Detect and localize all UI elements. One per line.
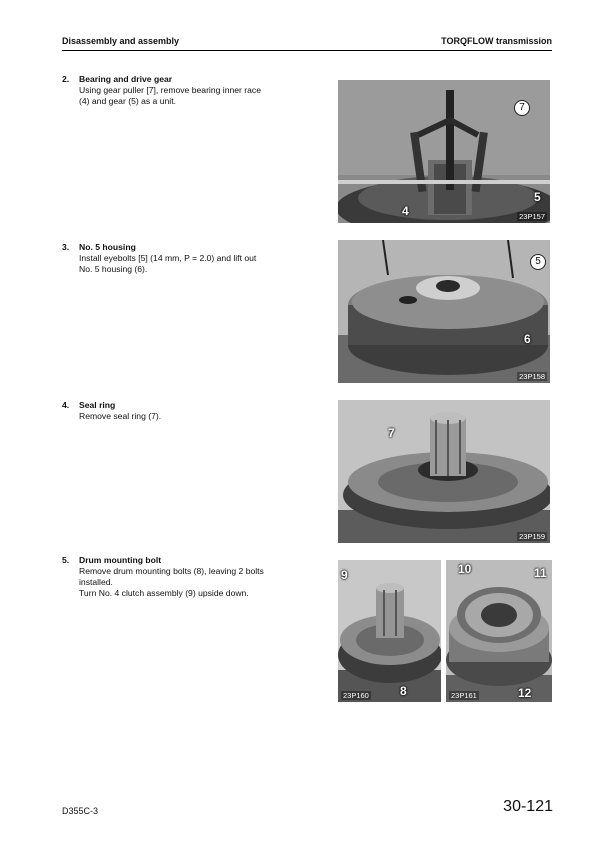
- photo-drum-bolts: [338, 560, 441, 702]
- callout-label: 6: [524, 332, 531, 346]
- callout-label: 9: [341, 568, 348, 582]
- figure-code: 23P157: [519, 212, 545, 221]
- photo-gear-puller: [338, 80, 550, 223]
- step-title: No. 5 housing: [79, 242, 136, 252]
- photo-clutch-upside-down: [446, 560, 552, 702]
- step-text-line: Using gear puller [7], remove bearing inner race: [79, 85, 261, 95]
- step-title: Drum mounting bolt: [79, 555, 162, 565]
- step-text-line: Turn No. 4 clutch assembly (9) upside down.: [79, 588, 249, 598]
- step-text-line: installed.: [79, 577, 113, 587]
- photo-seal-ring: [338, 400, 550, 543]
- step-title: Bearing and drive gear: [79, 74, 173, 84]
- figure-code: 23P161: [451, 691, 477, 700]
- footer-model: D355C-3: [62, 806, 99, 816]
- step-body: [79, 253, 304, 275]
- callout-label: 10: [458, 562, 472, 576]
- step-number: 4.: [62, 400, 70, 410]
- step-body: [79, 566, 304, 599]
- step-text-line: (4) and gear (5) as a unit.: [79, 96, 176, 106]
- callout-label: 12: [518, 686, 532, 700]
- figure-code: 23P160: [343, 691, 369, 700]
- step-title: Seal ring: [79, 400, 116, 410]
- callout-label: 5: [534, 190, 541, 204]
- header-chapter-title: TORQFLOW transmission: [441, 36, 552, 46]
- header-section-title: Disassembly and assembly: [62, 36, 180, 46]
- figure-code: 23P158: [519, 372, 545, 381]
- step-text-line: No. 5 housing (6).: [79, 264, 148, 274]
- photo-housing-lift: [338, 240, 550, 383]
- step-text-line: Remove seal ring (7).: [79, 411, 162, 421]
- callout-label: 11: [534, 566, 547, 580]
- page-header: [62, 36, 552, 51]
- step-body: [79, 411, 304, 422]
- callout-label: 4: [402, 204, 409, 218]
- figure-code: 23P159: [519, 532, 545, 541]
- callout-label: 5: [530, 254, 546, 270]
- step-number: 2.: [62, 74, 70, 84]
- callout-label: 7: [388, 426, 395, 440]
- callout-label: 8: [400, 684, 407, 698]
- step-number: 5.: [62, 555, 70, 565]
- step-text-line: Install eyebolts [5] (14 mm, P = 2.0) and lift out: [79, 253, 257, 263]
- page-number: 30-121: [503, 798, 553, 815]
- step-number: 3.: [62, 242, 70, 252]
- callout-label: 7: [514, 100, 530, 116]
- step-text-line: Remove drum mounting bolts (8), leaving 2 bolts: [79, 566, 264, 576]
- step-body: [79, 85, 304, 107]
